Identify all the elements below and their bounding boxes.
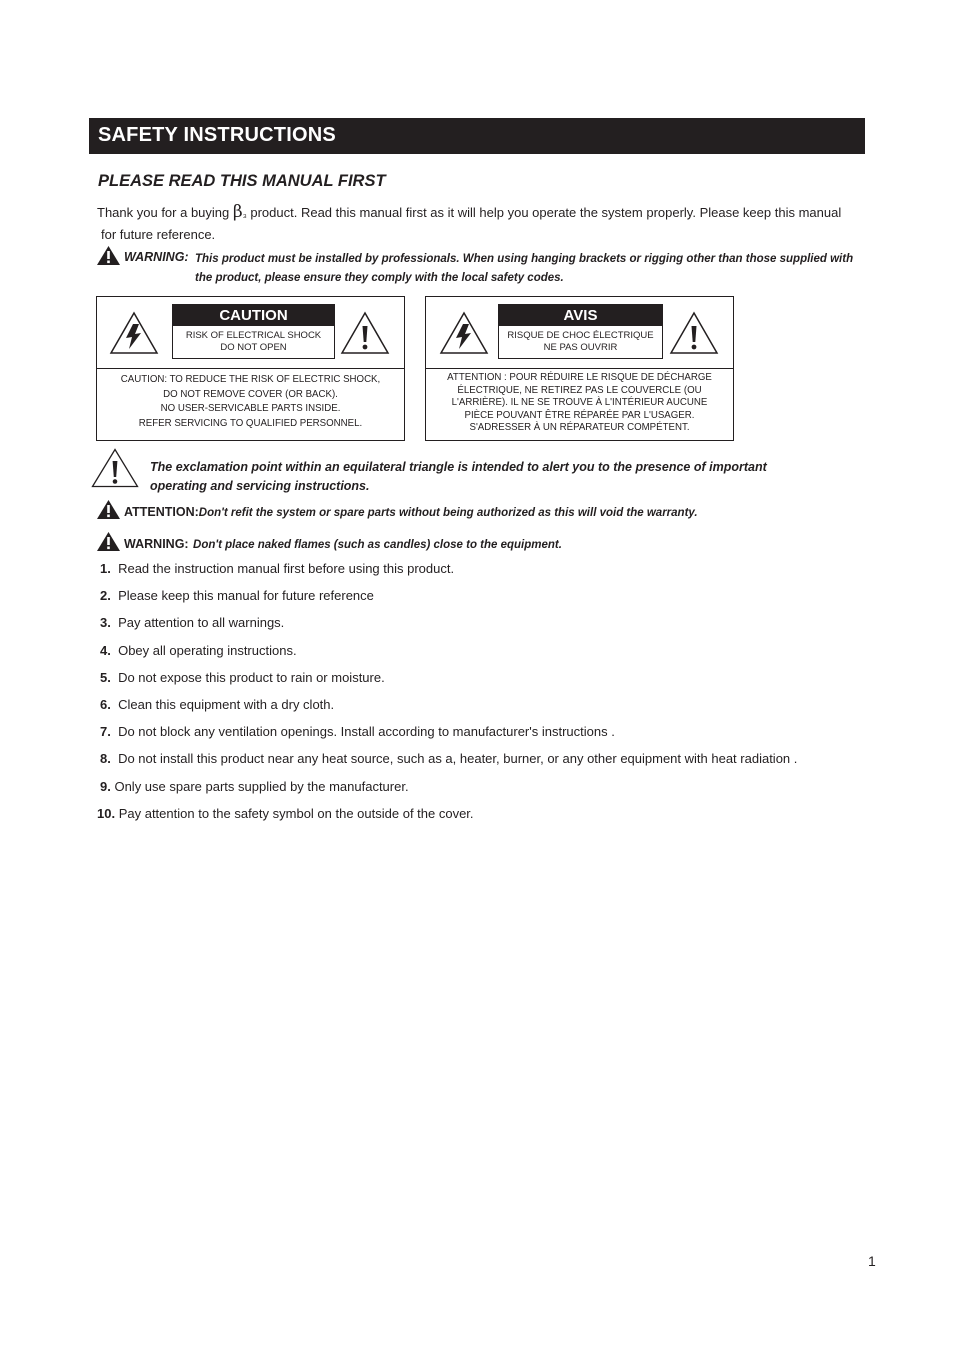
avis-body: [426, 372, 733, 435]
section-title-bar: [89, 118, 865, 154]
avis-panel: [425, 296, 734, 441]
attention-text: Don't refit the system or spare parts without being authorized as this will void the warranty.: [198, 507, 698, 519]
lightning-triangle-icon: [109, 311, 159, 355]
attention-label: ATTENTION:: [124, 505, 199, 519]
subtitle: PLEASE READ THIS MANUAL FIRST: [98, 172, 386, 190]
list-item: 5. Do not expose this product to rain or moisture.: [100, 670, 385, 685]
intro-text-start: Thank you for a buying: [97, 205, 233, 220]
list-item: 4. Obey all operating instructions.: [100, 643, 297, 658]
warning-icon: [97, 500, 120, 519]
list-item: 2. Please keep this manual for future reference: [100, 588, 374, 603]
list-item: 1. Read the instruction manual first before using this product.: [100, 561, 455, 576]
caution-panel-header-area: [97, 297, 404, 369]
list-item: 7. Do not block any ventilation openings. Install according to manufacturer's instructions .: [100, 724, 615, 739]
avis-body-line: ÉLECTRIQUE, NE RETIREZ PAS LE COUVERCLE (OU: [457, 384, 702, 396]
brand-logo-symbol: β: [232, 202, 243, 222]
caution-body: [97, 373, 404, 431]
warning-install-line2: the product, please ensure they comply with the local safety codes.: [195, 272, 564, 284]
avis-body-line: S'ADRESSER À UN RÉPARATEUR COMPÉTENT.: [469, 422, 690, 433]
exclamation-triangle-icon: [669, 311, 719, 355]
exclamation-note-line2: operating and servicing instructions.: [150, 479, 370, 493]
avis-sub-line2: NE PAS OUVRIR: [543, 342, 618, 353]
avis-heading: AVIS: [499, 305, 662, 326]
warning-install-text: [195, 250, 853, 288]
list-item: 10. Pay attention to the safety symbol on the outside of the cover.: [97, 806, 474, 821]
exclamation-note: [150, 458, 767, 496]
caution-heading-box: [172, 304, 335, 359]
caution-sub-line2: DO NOT OPEN: [220, 342, 287, 353]
warning-flames-label: WARNING:: [124, 537, 189, 551]
caution-panel: [96, 296, 405, 441]
avis-panel-header-area: [426, 297, 733, 369]
warning-icon: [97, 246, 120, 265]
list-item: 3. Pay attention to all warnings.: [100, 615, 285, 630]
caution-body-line: CAUTION: TO REDUCE THE RISK OF ELECTRIC SHOCK,: [120, 374, 381, 385]
caution-body-line: DO NOT REMOVE COVER (OR BACK).: [163, 388, 338, 400]
avis-sub-line1: RISQUE DE CHOC ÉLECTRIQUE: [507, 330, 654, 341]
attention-row: [124, 503, 698, 521]
caution-body-line: NO USER-SERVICABLE PARTS INSIDE.: [160, 403, 341, 414]
brand-logo-suffix: ₃: [242, 209, 247, 220]
list-item: 6. Clean this equipment with a dry cloth.: [100, 697, 335, 712]
warning-flames-text: Don't place naked flames (such as candles) close to the equipment.: [193, 539, 562, 551]
exclamation-triangle-icon: [91, 448, 139, 488]
exclamation-note-line1: The exclamation point within an equilateral triangle is intended to alert you to the presence of important: [150, 460, 767, 474]
list-item: 8. Do not install this product near any heat source, such as a, heater, burner, or any other equipment with heat radiation .: [100, 751, 798, 766]
caution-heading: CAUTION: [173, 305, 334, 326]
list-item: 9. Only use spare parts supplied by the manufacturer.: [100, 779, 409, 794]
avis-body-line: L'ARRIÈRE). IL NE SE TROUVE À L'INTÉRIEUR AUCUNE: [451, 397, 708, 408]
warning-icon: [97, 532, 120, 551]
intro-text-line2: for future reference.: [101, 227, 216, 242]
caution-body-line: REFER SERVICING TO QUALIFIED PERSONNEL.: [138, 417, 363, 429]
avis-body-line: PIÈCE POUVANT ÊTRE RÉPARÉE PAR L'USAGER.: [464, 409, 695, 421]
exclamation-triangle-icon: [340, 311, 390, 355]
warning-flames-row: [124, 535, 562, 553]
intro-paragraph: [97, 202, 877, 245]
intro-text-end: product. Read this manual first as it will help you operate the system properly. Please keep this manual: [246, 205, 842, 220]
page-number: 1: [868, 1253, 876, 1269]
lightning-triangle-icon: [439, 311, 489, 355]
warning-label: WARNING:: [124, 250, 189, 264]
page-title: SAFETY INSTRUCTIONS: [98, 124, 336, 146]
warning-install-line1: This product must be installed by professionals. When using hanging brackets or rigging other than those supplied with: [195, 253, 854, 265]
caution-sub-line1: RISK OF ELECTRICAL SHOCK: [185, 330, 322, 341]
avis-body-line: ATTENTION : POUR RÉDUIRE LE RISQUE DE DÉCHARGE: [447, 372, 712, 383]
avis-heading-box: [498, 304, 663, 359]
